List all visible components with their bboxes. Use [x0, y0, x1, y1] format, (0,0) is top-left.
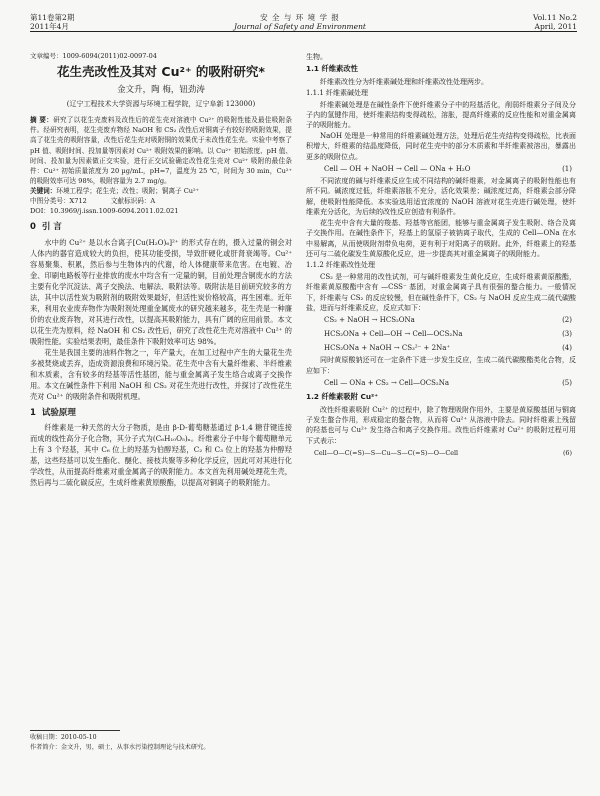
section-0-number: 0	[30, 222, 36, 233]
article-number: 文章编号：1009-6094(2011)02-0097-04	[30, 52, 157, 60]
footnote-received: 收稿日期：2010-05-10	[30, 734, 97, 741]
footnote-author-info: 作者简介：金文升，男，硕士，从事水污染控制理论与技术研究。	[30, 743, 210, 751]
equation-3-body: HCS₂ONa + Cell—OH → Cell—OCS₂Na	[324, 330, 463, 339]
equation-2-number: (2)	[562, 316, 572, 325]
equation-6-number: (6)	[562, 449, 572, 458]
equation-3	[306, 327, 576, 341]
section-0-title: 引 言	[41, 222, 62, 233]
equation-6-body: Cell—O—C(=S)—S—Cu—S—C(=S)—O—Cell	[314, 449, 459, 458]
equation-1-number: (1)	[562, 165, 572, 174]
equation-5-body: Cell — ONa + CS₂ → Cell—OCS₂Na	[324, 379, 450, 388]
footnote	[30, 733, 292, 752]
equation-5-number: (5)	[562, 379, 572, 388]
alkali-paragraph-4: 花生壳中含有大量的羧基、羟基等官能团，能够与重金属离子发生吸附、络合及离子交换作用。在碱性条件下，羟基上的氢原子被钠离子取代，生成的 Cell—ONa 在水中易解离，从而使吸附剂带负电荷，更有利于对阳离子的吸附。此外，纤维素上的羟基还可与二硫化碳发生黄原酸化反应，进一步提高其对重金属离子的吸附能力。	[306, 218, 576, 258]
equation-2-body: CS₂ + NaOH → HCS₂ONa	[324, 316, 415, 325]
affiliation: (辽宁工程技术大学资源与环境工程学院，辽宁阜新 123000)	[66, 99, 256, 108]
header-rule	[30, 31, 577, 32]
modification-paragraph-2: 同时黄原酸钠还可在一定条件下进一步发生反应，生成二硫代碳酸酯类化合物，反应如下：	[306, 356, 576, 375]
intro-paragraph-1: 水中的 Cu²⁺ 是以水合离子[Cu(H₂O)₆]²⁺ 的形式存在的，摄入过量的铜会对人体内的器官造成较大的负担，使其功能受损，导致肝硬化或肝肾衰竭等。Cu²⁺ 容易聚集、积累，然后参与生物体内的代谢，给人体健康带来危害。在电镀、冶金、印刷电路板等行业排放的废水中均含有一定量的铜，目前处理含铜废水的方法主要有化学沉淀法、离子交换法、电解法、吸附法等。吸附法是目前研究较多的方法，其中以活性炭为吸附剂的吸附效果最好，但活性炭价格较高，再生困难。近年来，利用农业废弃物作为吸附剂处理重金属废水的研究越来越多，花生壳是一种廉价的农业废弃物，对其进行改性，以提高其吸附能力，具有广阔的应用前景。本文以花生壳为原料，经 NaOH 和 CS₂ 改性后，研究了改性花生壳对溶液中 Cu²⁺ 的吸附性能。实验结果表明，最佳条件下吸附效率可达 98%。	[30, 237, 292, 346]
equation-6	[306, 446, 576, 460]
alkali-paragraph-1: 纤维素碱处理是在碱性条件下使纤维素分子中的羟基活化，削弱纤维素分子间及分子内的氢键作用，使纤维素结构变得疏松，溶胀，提高纤维素的反应性能和对重金属离子的吸附能力。	[306, 100, 576, 130]
adsorption-paragraph-1: 改性纤维素吸附 Cu²⁺ 的过程中，除了物理吸附作用外，主要是黄原酸基团与铜离子发生螯合作用，形成稳定的螯合物，从而将 Cu²⁺ 从溶液中除去。同时纤维素上残留的羟基也可与 Cu²⁺ 发生络合和离子交换作用。改性后纤维素对 Cu²⁺ 的吸附过程可用下式表示：	[306, 405, 576, 445]
keywords-text: 环境工程学；花生壳；改性；吸附；铜离子 Cu²⁺	[56, 186, 200, 195]
paper-title: 花生壳改性及其对 Cu²⁺ 的吸附研究*	[57, 64, 265, 79]
equation-4-number: (4)	[562, 344, 572, 353]
abstract-text: 研究了以花生壳废料及改性后的花生壳对溶液中 Cu²⁺ 的吸附性能及最佳吸附条件。经研究表明，花生壳废弃物经 NaOH 和 CS₂ 改性后对铜离子有较好的吸附效果，提高了花生壳的吸附容量，改性后花生壳对吸附铜的效果优于未改性花生壳。实验中考察了 pH 值、吸附时间、投加量等因素对 Cu²⁺ 吸附效果的影响。以 Cu²⁺ 初始浓度、pH 值、时间、投加量为因素做正交实验，进行正交试验确定改性花生壳对 Cu²⁺ 吸附的最佳条件：Cu²⁺ 初始质量浓度为 20 µg/mL，pH=7，温度为 25 ℃，时间为 30 min，Cu²⁺ 的吸附效率可达 98%，吸附容量为 2.7 mg/g。	[30, 116, 293, 185]
alkali-paragraph-2: NaOH 处理是一种常用的纤维素碱处理方法，处理后花生壳结构变得疏松，比表面积增大，纤维素的结晶度降低，同时花生壳中的部分木质素和半纤维素被溶出，暴露出更多的吸附位点。	[306, 131, 576, 161]
equation-4-body: HCS₂ONa + NaOH → CS₃²⁻ + 2Na⁺	[324, 344, 451, 353]
clc-number: 中图分类号：X712	[30, 196, 87, 205]
equation-1-body: Cell — OH + NaOH → Cell — ONa + H₂O	[324, 165, 471, 174]
left-column	[30, 52, 292, 488]
abstract	[30, 115, 292, 186]
doi: DOI：10.3969/j.issn.1009-6094.2011.02.021	[30, 207, 179, 216]
section-0-heading	[30, 222, 292, 232]
equation-1	[306, 162, 576, 176]
section-1-number: 1	[30, 407, 36, 418]
classification	[30, 196, 292, 206]
authors: 金文升，陶 梅，钮劲涛	[117, 85, 205, 96]
footnote-rule	[30, 730, 120, 731]
section-1-1-heading: 1.1 纤维素改性	[306, 64, 358, 74]
section-1-1-1-heading: 1.1.1 纤维素碱处理	[306, 89, 369, 98]
keywords	[30, 186, 292, 196]
section-1-title: 试验原理	[41, 407, 76, 418]
section-1-1-2-heading: 1.1.2 纤维素改性处理	[306, 261, 376, 270]
document-code: 文献标识码：A	[110, 196, 156, 205]
principle-paragraph-1: 纤维素是一种天然的大分子物质，是由 β-D-葡萄糖基通过 β-1,4 糖苷键连接而成的线性高分子化合物，其分子式为(C₆H₁₀O₅)ₙ。纤维素分子中每个葡萄糖单元上有 3 个羟基，其中 C₆ 位上的羟基为伯醇羟基，C₂ 和 C₃ 位上的羟基为仲醇羟基，这些羟基可以发生酯化、醚化、接枝共聚等多种化学反应，因此可对其进行化学改性，从而提高纤维素对重金属离子的吸附能力。本文首先利用碱处理花生壳，然后再与二硫化碳反应，生成纤维素黄原酸酯，以提高对铜离子的吸附能力。	[30, 422, 292, 487]
modification-paragraph-1: CS₂ 是一种常用的改性试剂，可与碱纤维素发生黄化反应，生成纤维素黄原酸酯，纤维素黄原酸酯中含有 —CSS⁻ 基团，对重金属离子具有很强的螯合能力。一般情况下，纤维素与 CS₂ 的反应较慢，但在碱性条件下，CS₂ 与 NaOH 反应生成二硫代碳酸盐，进而与纤维素反应，反应式如下：	[306, 272, 576, 312]
section-1-2-heading: 1.2 纤维素吸附 Cu²⁺	[306, 392, 379, 402]
continued-text: 生物。	[306, 53, 327, 61]
keywords-label: 关键词：	[30, 186, 57, 195]
header-journal-en: Journal of Safety and Environment	[234, 22, 366, 31]
header-date-en: April, 2011	[534, 22, 577, 31]
equation-2	[306, 313, 576, 327]
abstract-label: 摘 要：	[30, 116, 54, 125]
header-volume: Vol.11 No.2	[532, 13, 577, 22]
section-1-heading	[30, 408, 292, 418]
header-journal-cn: 安 全 与 环 境 学 报	[260, 13, 340, 22]
equation-5	[306, 376, 576, 390]
equation-4	[306, 341, 576, 355]
equation-3-number: (3)	[562, 330, 572, 339]
alkali-paragraph-3: 不同浓度的碱与纤维素反应生成不同结构的碱纤维素，对金属离子的吸附性能也有所不同。碱浓度过低，纤维素溶胀不充分，活化效果差；碱浓度过高，纤维素会部分降解，使吸附性能降低。本实验选用适宜浓度的 NaOH 溶液对花生壳进行碱处理，使纤维素充分活化，为后续的改性反应创造有利条件。	[306, 177, 576, 217]
header-date: 2011年4月	[30, 22, 69, 31]
intro-paragraph-2: 花生是我国主要的油料作物之一，年产量大，在加工过程中产生的大量花生壳多被焚烧或丢弃，造成资源浪费和环境污染。花生壳中含有大量纤维素、半纤维素和木质素，含有较多的羟基等活性基团，能与重金属离子发生络合或离子交换作用。本文在碱性条件下利用 NaOH 和 CS₂ 对花生壳进行改性，并探讨了改性花生壳对 Cu²⁺ 的吸附条件和吸附机理。	[30, 347, 292, 401]
header-issue: 第11卷第2期	[30, 13, 75, 22]
section-1-1-lead: 纤维素改性分为纤维素碱处理和纤维素改性处理两步。	[320, 77, 488, 86]
right-column	[306, 52, 576, 460]
